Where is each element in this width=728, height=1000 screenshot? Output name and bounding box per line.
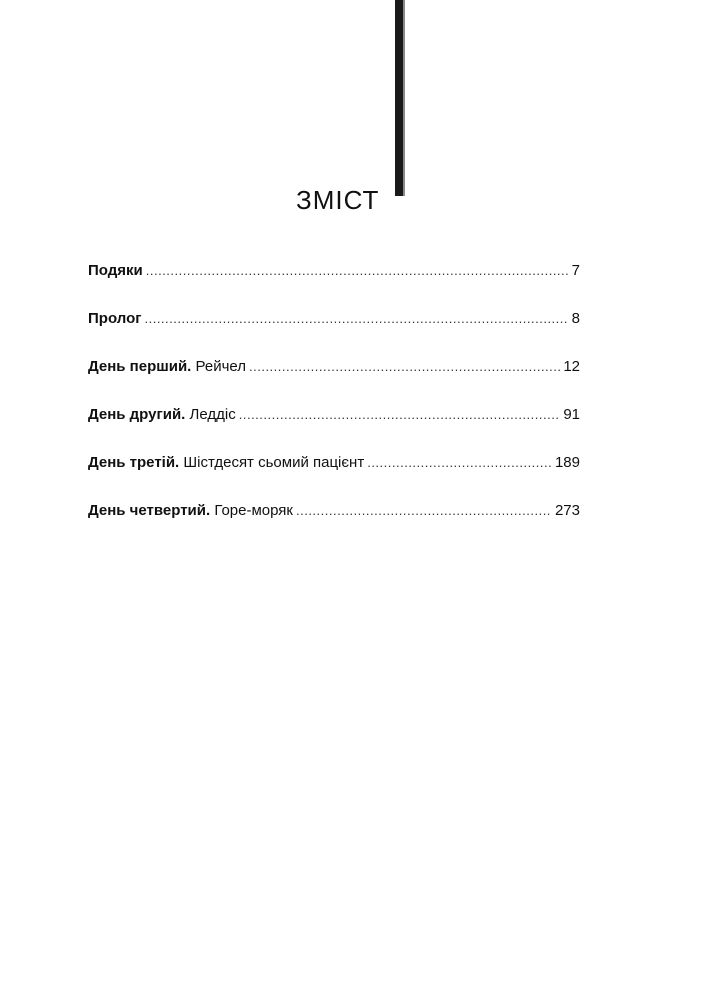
toc-entry[interactable] [88,352,580,400]
dot-leader [144,304,568,334]
toc-entry-label [88,448,364,478]
toc-page-number: 7 [571,262,580,279]
dot-leader [239,400,561,430]
dot-leader [367,448,552,478]
toc-entry-label [88,352,246,382]
toc-entry-label [88,304,141,334]
toc-page-number: 273 [554,502,580,519]
toc-entry[interactable] [88,496,580,544]
toc-entry[interactable] [88,400,580,448]
toc-entry-subtitle: Рейчел [195,358,246,375]
toc-entry[interactable] [88,256,580,304]
toc-page-number: 8 [571,310,580,327]
dot-leader [146,256,569,286]
toc-entry-heading: День четвертий. [88,502,211,519]
toc-entry-label [88,496,293,526]
toc-entry[interactable] [88,304,580,352]
toc-entry[interactable] [88,448,580,496]
toc-page-number: 12 [563,358,580,375]
page-title: ЗМІСТ [296,185,380,216]
toc-entry-heading: Пролог [88,310,142,327]
toc-entry-label [88,400,236,430]
toc-entry-heading: День перший. [88,358,192,375]
toc-entry-heading: День другий. [88,406,186,423]
decorative-bar-shadow [403,0,405,196]
toc-entry-label [88,256,143,286]
decorative-bar [395,0,403,196]
toc-entry-heading: День третій. [88,454,180,471]
toc-page-number: 189 [554,454,580,471]
dot-leader [249,352,560,382]
toc-entry-subtitle: Шістдесят сьомий пацієнт [183,454,365,471]
table-of-contents [88,256,580,544]
toc-page-number: 91 [563,406,580,423]
toc-entry-heading: Подяки [88,262,143,279]
toc-entry-subtitle: Горе-моряк [214,502,293,519]
toc-entry-subtitle: Леддіс [189,406,236,423]
dot-leader [296,496,552,526]
